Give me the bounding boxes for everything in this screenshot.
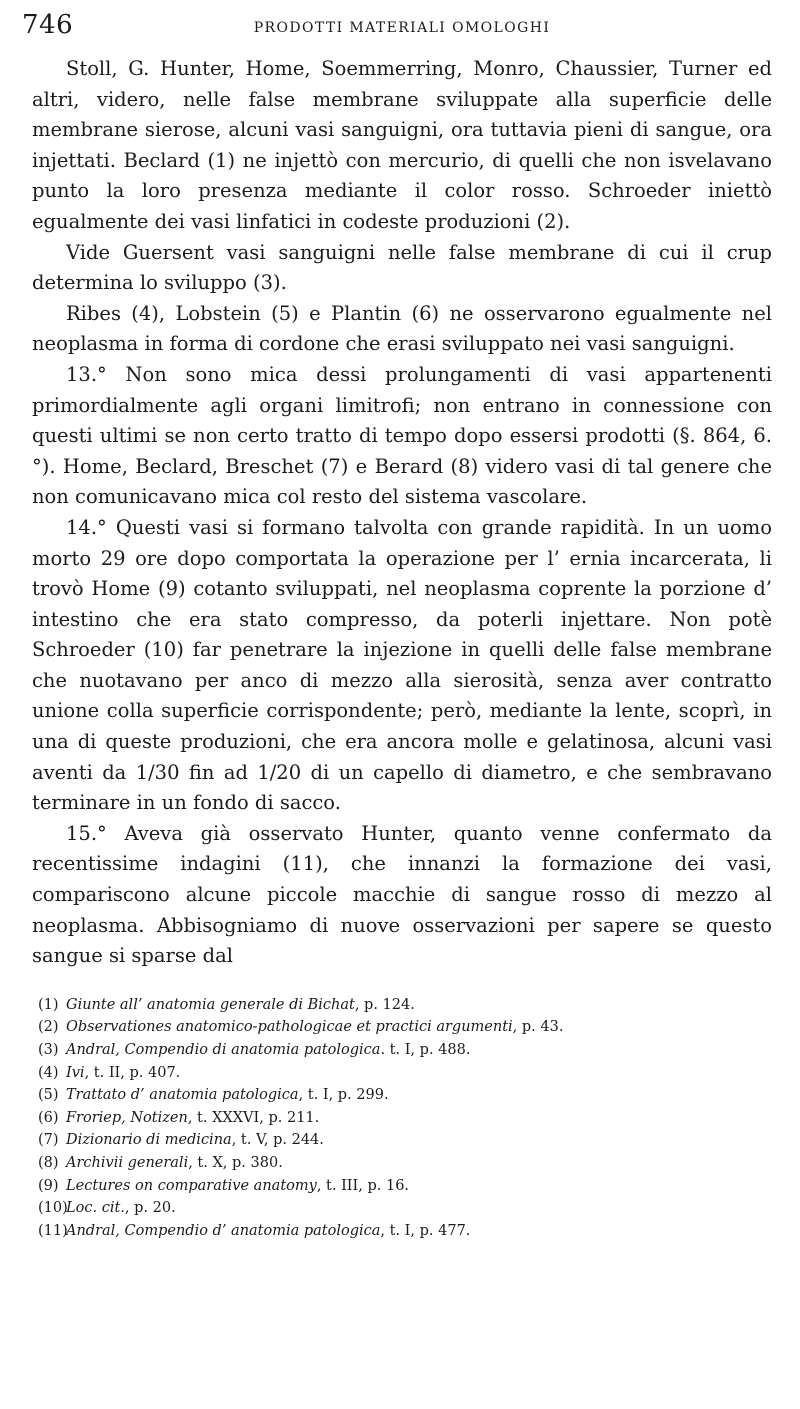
- footnote-citation: , p. 20.: [124, 1200, 176, 1217]
- footnote: [38, 1220, 772, 1243]
- paragraph: Stoll, G. Hunter, Home, Soemmerring, Monro, Chaussier, Turner ed altri, videro, nelle false membrane sviluppate alla superficie delle membrane sierose, alcuni vasi sanguigni, ora tuttavia pieni di sangue, ora injettati. Beclard (1) ne injettò con mercurio, di quelli che non isvelavano punto la loro presenza mediante il color rosso. Schroeder iniettò egualmente dei vasi linfatici in codeste produzioni (2).: [32, 57, 772, 233]
- footnote-number: (11): [38, 1222, 68, 1239]
- footnote-work: Andral, Compendio d’ anatomia patologica: [66, 1222, 381, 1239]
- footnote-citation: . t. I, p. 488.: [380, 1042, 471, 1058]
- footnote-work: Observationes anatomico-pathologicae et practici argumenti: [66, 1019, 513, 1036]
- footnotes: [32, 994, 772, 1243]
- running-head: PRODOTTI MATERIALI OMOLOGHI: [253, 20, 551, 36]
- footnote-number: (10): [38, 1200, 68, 1217]
- footnote-number: (7): [38, 1132, 59, 1149]
- footnote-number: (2): [38, 1019, 59, 1036]
- footnote: [38, 1129, 772, 1152]
- footnote-work: Froriep, Notizen: [66, 1109, 188, 1126]
- footnote: [38, 1039, 772, 1062]
- footnote: [38, 1197, 772, 1220]
- paragraph: 14.° Questi vasi si formano talvolta con grande rapidità. In un uomo morto 29 ore dopo comportata la operazione per l’ ernia incarcerata, li trovò Home (9) cotanto sviluppati, nel neoplasma coprente la porzione d’ intestino che era stato compresso, da poterli injettare. Non potè Schroeder (10) far penetrare la injezione in quelli delle false membrane che nuotavano per anco di mezzo alla sierosità, senza aver contratto unione colla superficie corrispondente; però, mediante la lente, scoprì, in una di queste produzioni, che era ancora molle e gelatinosa, alcuni vasi aventi da 1/30 fin ad 1/20 di un capello di diametro, e che sembravano terminare in un fondo di sacco.: [32, 515, 772, 815]
- paragraph: Ribes (4), Lobstein (5) e Plantin (6) ne osservarono egualmente nel neoplasma in forma di cordone che erasi sviluppato nei vasi sanguigni.: [32, 301, 772, 356]
- footnote-number: (3): [38, 1042, 59, 1058]
- footnote-citation: , p. 124.: [354, 996, 415, 1013]
- footnote-work: Lectures on comparative anatomy: [66, 1177, 317, 1194]
- footnote-number: (9): [38, 1177, 59, 1194]
- footnote-work: Giunte all’ anatomia generale di Bichat: [66, 996, 355, 1013]
- footnote-work: Trattato d’ anatomia patologica: [66, 1087, 299, 1104]
- footnote-work: Archivii generali: [66, 1154, 189, 1171]
- footnote-number: (6): [38, 1109, 59, 1126]
- footnote-number: (8): [38, 1154, 59, 1171]
- footnote-number: (1): [38, 996, 59, 1013]
- footnote-number: (5): [38, 1087, 59, 1104]
- footnote-citation: , t. I, p. 477.: [380, 1222, 471, 1239]
- footnote-work: Loc. cit.: [66, 1200, 125, 1217]
- footnote-citation: , p. 43.: [512, 1019, 564, 1036]
- footnote: [38, 1016, 772, 1039]
- footnote: [38, 1152, 772, 1175]
- paragraph: 13.° Non sono mica dessi prolungamenti di vasi appartenenti primordialmente agli organi limitrofi; non entrano in connessione con questi ultimi se non certo tratto di tempo dopo essersi prodotti (§. 864, 6.°). Home, Beclard, Breschet (7) e Berard (8) videro vasi di tal genere che non comunicavano mica col resto del sistema vascolare.: [32, 362, 772, 509]
- footnote-citation: , t. I, p. 299.: [298, 1087, 389, 1104]
- footnote-citation: , t. II, p. 407.: [84, 1064, 181, 1081]
- footnote-citation: , t. III, p. 16.: [316, 1177, 410, 1194]
- footnote: [38, 1107, 772, 1130]
- page-number: 746: [22, 10, 74, 40]
- footnote-work: Dizionario di medicina: [66, 1132, 232, 1149]
- footnote-number: (4): [38, 1064, 59, 1081]
- footnote-work: Ivi: [66, 1064, 85, 1081]
- footnote-citation: , t. X, p. 380.: [188, 1154, 283, 1171]
- paragraph: 15.° Aveva già osservato Hunter, quanto venne confermato da recentissime indagini (11), che innanzi la formazione dei vasi, compariscono alcune piccole macchie di sangue rosso di mezzo al neoplasma. Abbisogniamo di nuove osservazioni per sapere se questo sangue si sparse dal: [32, 821, 772, 968]
- footnote: [38, 1062, 772, 1085]
- footnote-citation: , t. XXXVI, p. 211.: [187, 1109, 320, 1126]
- footnote-work: Andral, Compendio di anatomia patologica: [66, 1042, 381, 1058]
- page-header: [22, 8, 772, 44]
- footnote: [38, 994, 772, 1017]
- footnote: [38, 1175, 772, 1198]
- footnote: [38, 1084, 772, 1107]
- body-text: [32, 54, 772, 972]
- footnote-citation: , t. V, p. 244.: [231, 1132, 324, 1149]
- paragraph: Vide Guersent vasi sanguigni nelle false membrane di cui il crup determina lo sviluppo (3).: [32, 240, 772, 295]
